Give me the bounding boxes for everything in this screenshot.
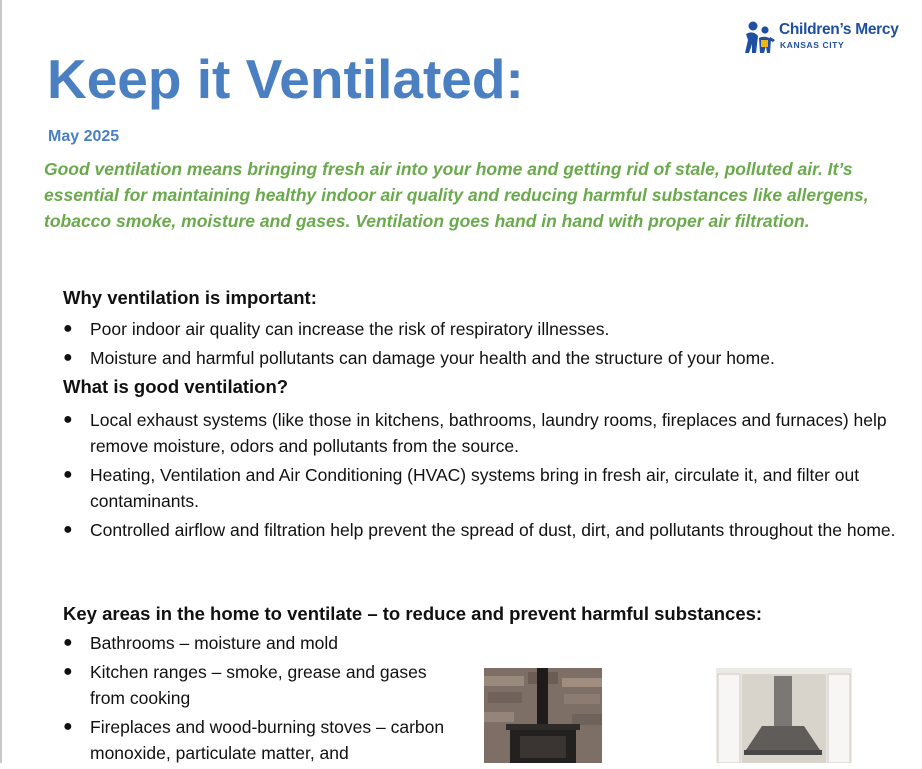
bullet-icon: ●: [63, 634, 73, 651]
section-heading-key-areas: Key areas in the home to ventilate – to reduce and prevent harmful substances:: [63, 603, 763, 624]
key-areas-list: [62, 630, 462, 769]
list-item-text: Controlled airflow and filtration help prevent the spread of dust, dirt, and pollutants throughout the home.: [90, 520, 896, 540]
list-item: [62, 517, 912, 543]
bullet-icon: ●: [63, 320, 73, 337]
list-item-text: Fireplaces and wood-burning stoves – carbon monoxide, particulate matter, and: [90, 717, 445, 763]
range-hood-photo: [716, 668, 852, 763]
bullet-icon: ●: [63, 663, 73, 680]
list-item: [62, 462, 912, 514]
bullet-icon: ●: [63, 521, 73, 538]
list-item: [62, 659, 462, 711]
bullet-icon: ●: [63, 411, 73, 428]
logo-city: KANSAS CITY: [780, 40, 845, 50]
publication-date: May 2025: [48, 128, 120, 145]
list-item-text: Local exhaust systems (like those in kitchens, bathrooms, laundry rooms, fireplaces and furnaces) help remove moisture, odors and pollutants from the source.: [90, 410, 887, 456]
list-item-text: Bathrooms – moisture and mold: [90, 633, 339, 653]
list-item-text: Poor indoor air quality can increase the risk of respiratory illnesses.: [90, 319, 610, 339]
list-item-text: Kitchen ranges – smoke, grease and gases from cooking: [90, 662, 427, 708]
list-item: [62, 316, 912, 342]
section-heading-what: What is good ventilation?: [63, 376, 289, 397]
page-edge: [0, 0, 2, 763]
bullet-icon: ●: [63, 466, 73, 483]
childrens-mercy-logo: [744, 20, 916, 56]
page-title: Keep it Ventilated:: [47, 48, 524, 110]
intro-paragraph: Good ventilation means bringing fresh air into your home and getting rid of stale, polluted air. It’s essential for maintaining healthy indoor air quality and reducing harmful substances like allergens, tobacco smoke, moisture and gases. Ventilation goes hand in hand with proper air filtration.: [44, 159, 869, 231]
section-heading-why: Why ventilation is important:: [63, 287, 317, 308]
what-list: [62, 407, 912, 546]
list-item: [62, 630, 462, 656]
list-item: [62, 407, 912, 459]
list-item: [62, 345, 912, 371]
why-list: [62, 316, 912, 374]
logo-name: Children’s Mercy: [779, 21, 899, 38]
bullet-icon: ●: [63, 349, 73, 366]
list-item-text: Heating, Ventilation and Air Conditioning (HVAC) systems bring in fresh air, circulate it, and filter out contaminants.: [90, 465, 860, 511]
list-item: [62, 714, 462, 766]
list-item-text: Moisture and harmful pollutants can damage your health and the structure of your home.: [90, 348, 775, 368]
wood-stove-photo: [484, 668, 602, 763]
bullet-icon: ●: [63, 718, 73, 735]
family-figures-icon: [744, 20, 776, 54]
